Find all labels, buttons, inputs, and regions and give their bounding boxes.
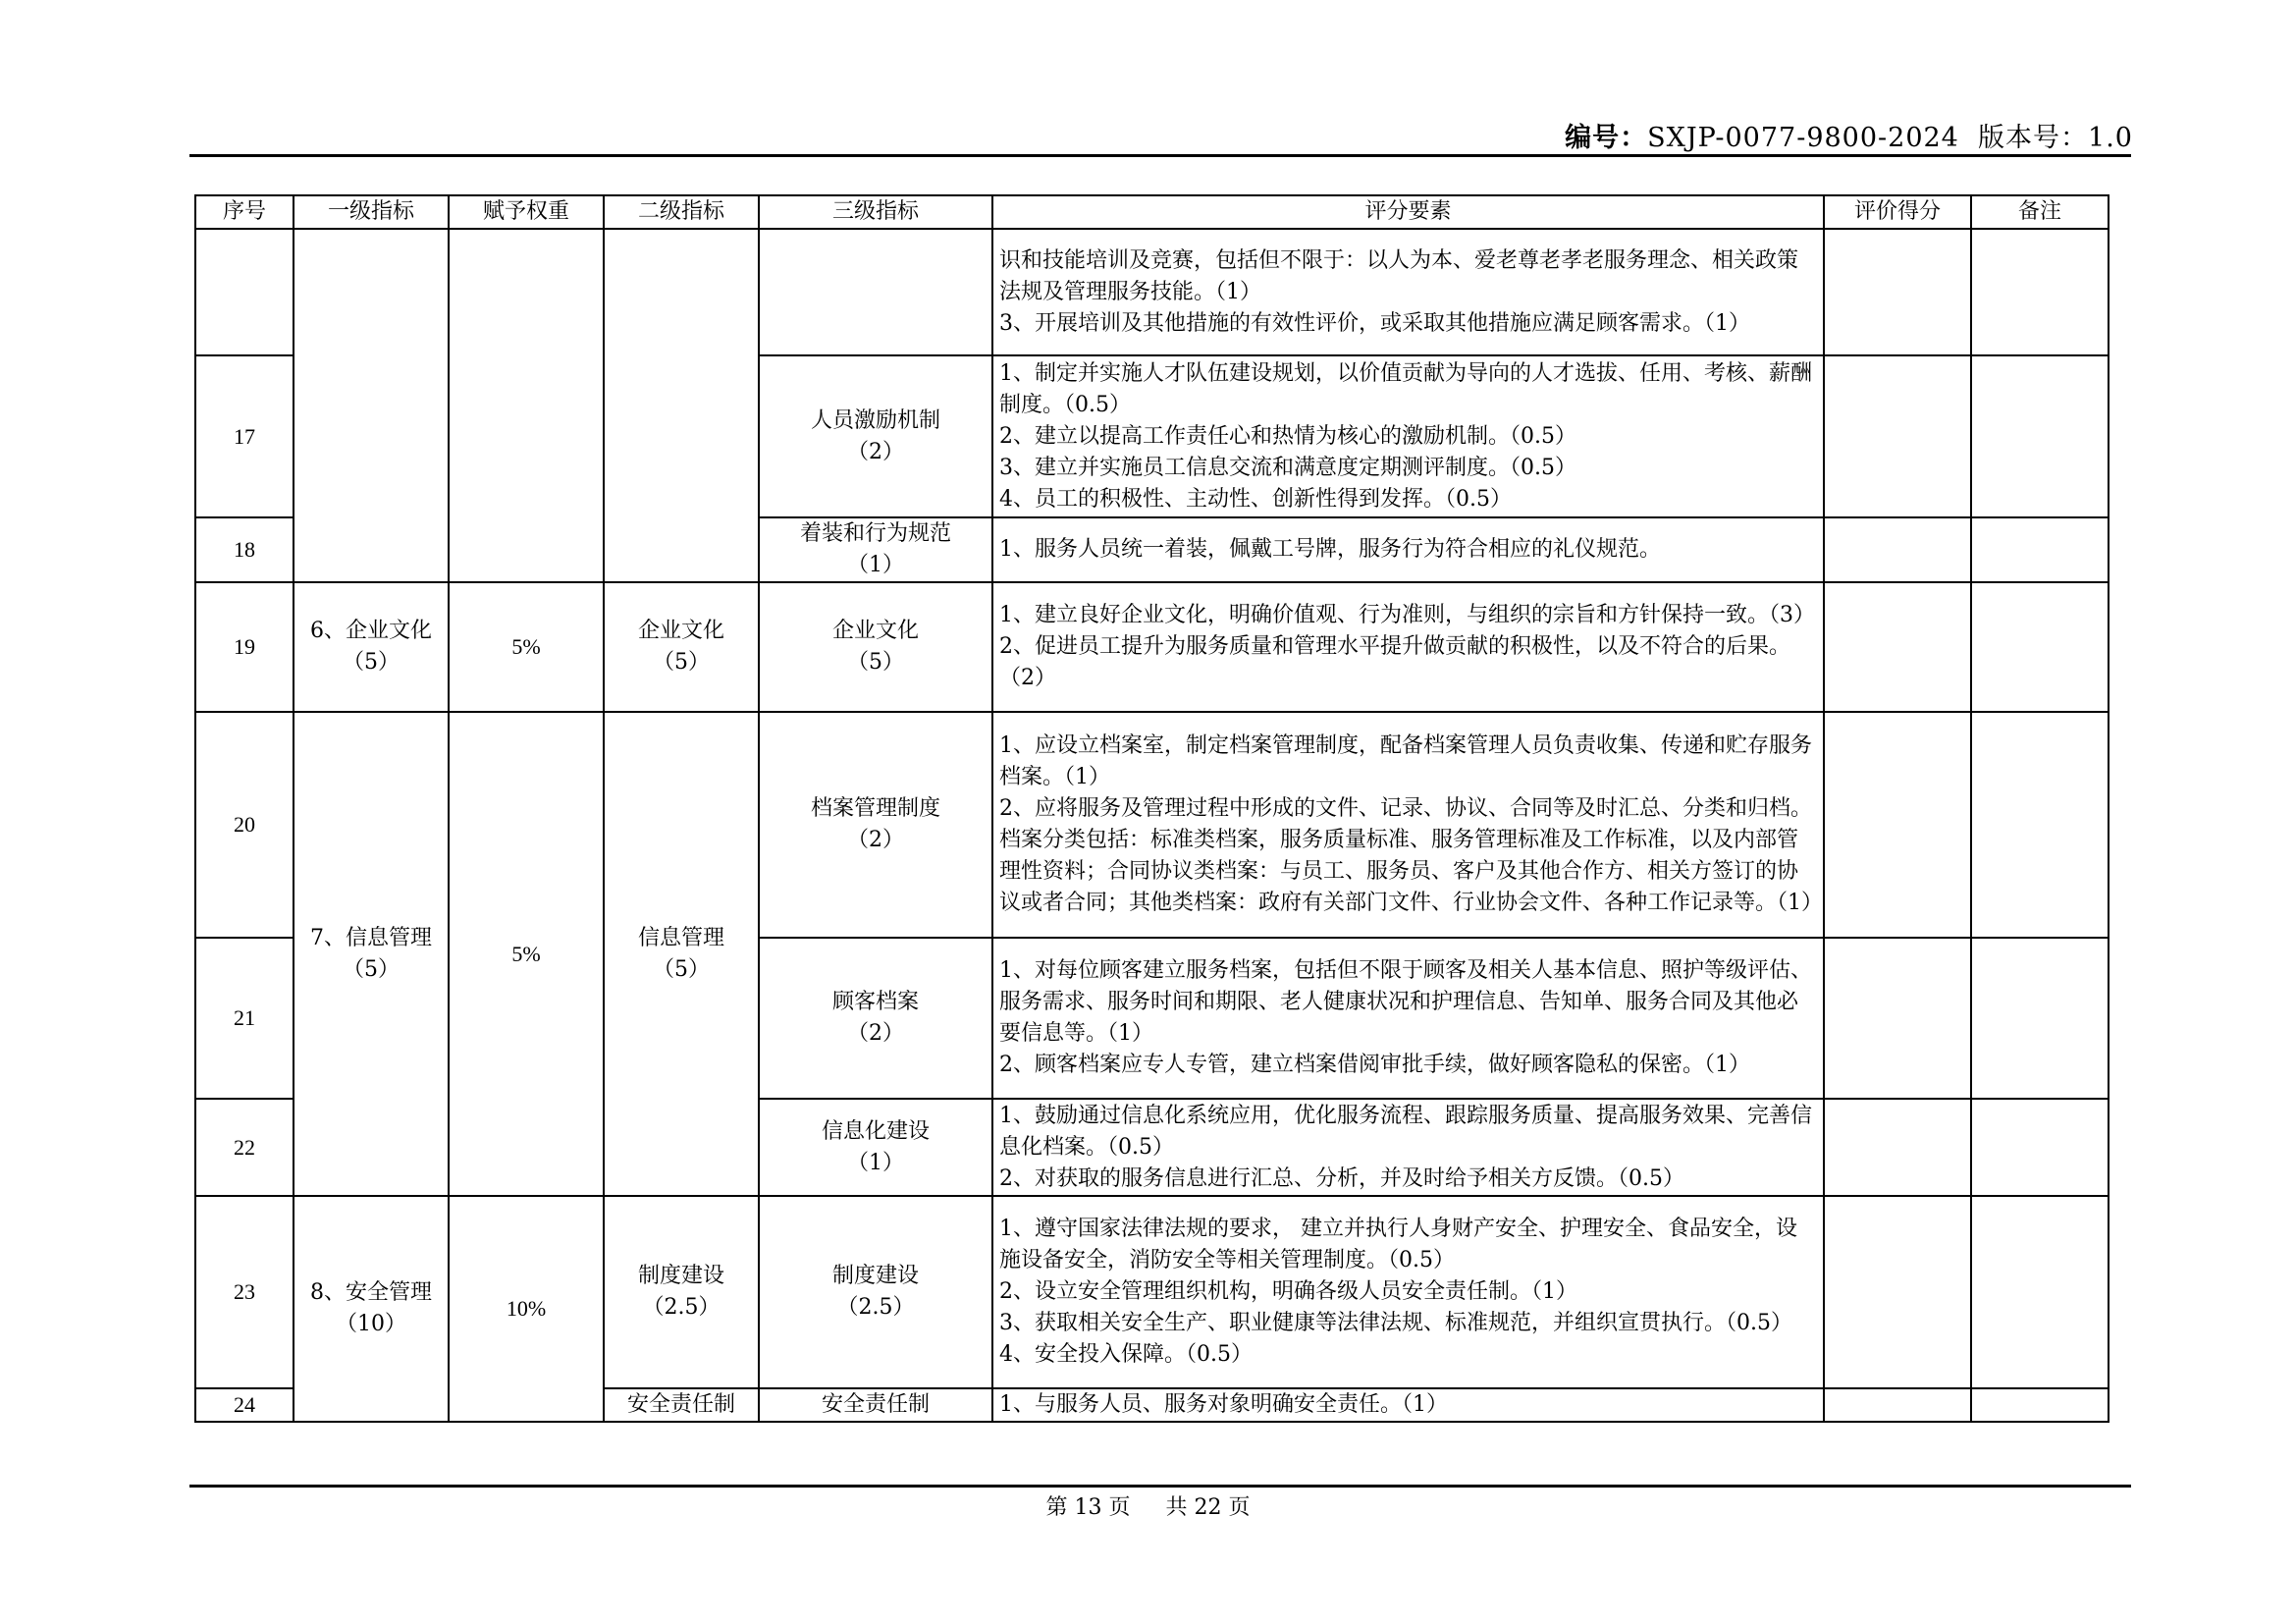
level2-name: 信息管理 — [637, 925, 724, 950]
criteria-item: 2、建立以提高工作责任心和热情为核心的激励机制。（0.5） — [999, 423, 1576, 449]
level3-name: 档案管理制度 — [810, 796, 940, 821]
level3-score: （5） — [847, 650, 904, 675]
version-label: 版本号： — [1978, 123, 2089, 153]
remark-cell — [1971, 1388, 2109, 1422]
criteria-cell — [992, 1388, 1824, 1422]
criteria-item: 4、安全投入保障。（0.5） — [999, 1342, 1253, 1367]
criteria-item: 1、建立良好企业文化，明确价值观、行为准则，与组织的宗旨和方针保持一致。（3） — [999, 603, 1815, 627]
criteria-cell — [992, 355, 1824, 517]
page-total: 共 22 页 — [1165, 1495, 1251, 1520]
level1-cell — [294, 1196, 449, 1422]
table-row — [195, 229, 2109, 355]
criteria-cell — [992, 1196, 1824, 1388]
page-footer — [0, 1490, 2296, 1521]
criteria-item: 2、促进员工提升为服务质量和管理水平提升做贡献的积极性，以及不符合的后果。（2） — [999, 634, 1790, 690]
weight-cell: 10% — [449, 1196, 604, 1422]
level3-name: 人员激励机制 — [810, 407, 940, 433]
criteria-item: 1、应设立档案室，制定档案管理制度，配备档案管理人员负责收集、传递和贮存服务档案。（1） — [999, 733, 1812, 789]
remark-cell — [1971, 712, 2109, 938]
level3-score: （2） — [847, 828, 904, 852]
level3-cell — [759, 712, 992, 938]
criteria-item: 1、制定并实施人才队伍建设规划，以价值贡献为导向的人才选拔、任用、考核、薪酬制度。（0.5） — [999, 360, 1812, 417]
weight-cell: 5% — [449, 712, 604, 1196]
level2-score: （5） — [653, 650, 710, 675]
column-header: 评分要素 — [992, 195, 1824, 229]
score-cell — [1824, 355, 1971, 517]
remark-cell — [1971, 1196, 2109, 1388]
level3-cell — [759, 229, 992, 355]
row-number: 21 — [195, 938, 294, 1099]
version-value: 1.0 — [2088, 123, 2133, 153]
column-header: 备注 — [1971, 195, 2109, 229]
remark-cell — [1971, 229, 2109, 355]
score-cell — [1824, 938, 1971, 1099]
criteria-item: 2、设立安全管理组织机构，明确各级人员安全责任制。（1） — [999, 1279, 1577, 1304]
remark-cell — [1971, 355, 2109, 517]
table-row — [195, 712, 2109, 938]
level1-cell — [294, 229, 449, 582]
remark-cell — [1971, 582, 2109, 712]
weight-cell: 5% — [449, 582, 604, 712]
evaluation-table — [194, 194, 2109, 1423]
level3-score: （1） — [847, 1150, 904, 1175]
criteria-item: 1、对每位顾客建立服务档案，包括但不限于顾客及相关人基本信息、照护等级评估、服务需求、服务时间和期限、老人健康状况和护理信息、告知单、服务合同及其他必要信息等。（1） — [999, 958, 1812, 1046]
level3-name: 着装和行为规范 — [799, 521, 951, 546]
score-cell — [1824, 1196, 1971, 1388]
level1-score: （5） — [343, 650, 400, 675]
level3-cell: 安全责任制 — [759, 1388, 992, 1422]
row-number: 24 — [195, 1388, 294, 1422]
table-header-row — [195, 195, 2109, 229]
criteria-item: 2、应将服务及管理过程中形成的文件、记录、协议、合同等及时汇总、分类和归档。档案分类包括：标准类档案，服务质量标准、服务管理标准及工作标准，以及内部管理性资料；合同协议类档案：与员工、服务员、客户及其他合作方、相关方签订的协议或者合同；其他类档案：政府有关部门文件、行业协会文件、各种工作记录等。（1） — [999, 796, 1823, 915]
level1-name: 7、信息管理 — [310, 925, 432, 950]
level1-score: （5） — [343, 956, 400, 982]
remark-cell — [1971, 1099, 2109, 1196]
level3-name: 制度建设 — [831, 1264, 919, 1288]
document-code — [1565, 116, 2133, 154]
remark-cell — [1971, 517, 2109, 582]
level2-score: （5） — [653, 956, 710, 982]
table-row — [195, 1196, 2109, 1388]
score-cell — [1824, 582, 1971, 712]
level3-score: （2.5） — [836, 1295, 915, 1320]
criteria-cell — [992, 582, 1824, 712]
criteria-item: 2、顾客档案应专人专管，建立档案借阅审批手续，做好顾客隐私的保密。（1） — [999, 1053, 1750, 1077]
row-number: 23 — [195, 1196, 294, 1388]
remark-cell — [1971, 938, 2109, 1099]
level1-score: （10） — [336, 1312, 406, 1336]
criteria-item: 2、对获取的服务信息进行汇总、分析，并及时给予相关方反馈。（0.5） — [999, 1165, 1684, 1191]
row-number: 22 — [195, 1099, 294, 1196]
level3-name: 企业文化 — [831, 619, 919, 643]
footer-rule — [189, 1485, 2131, 1488]
weight-cell — [449, 229, 604, 582]
level2-score: （2.5） — [642, 1295, 721, 1320]
score-cell — [1824, 712, 1971, 938]
table-row — [195, 582, 2109, 712]
criteria-cell — [992, 1099, 1824, 1196]
level3-cell — [759, 1196, 992, 1388]
criteria-cell — [992, 938, 1824, 1099]
criteria-item: 识和技能培训及竞赛，包括但不限于：以人为本、爱老尊老孝老服务理念、相关政策法规及管理服务技能。（1） — [999, 247, 1799, 304]
level2-cell: 安全责任制 — [604, 1388, 759, 1422]
code-value: SXJP-0077-9800-2024 — [1647, 123, 1959, 153]
level2-name: 制度建设 — [637, 1264, 724, 1288]
code-label: 编号： — [1565, 123, 1648, 153]
level3-name: 信息化建设 — [821, 1118, 930, 1144]
criteria-item: 1、鼓励通过信息化系统应用，优化服务流程、跟踪服务质量、提高服务效果、完善信息化档案。（0.5） — [999, 1103, 1812, 1160]
column-header: 赋予权重 — [449, 195, 604, 229]
level3-score: （2） — [847, 1021, 904, 1046]
column-header: 序号 — [195, 195, 294, 229]
score-cell — [1824, 229, 1971, 355]
criteria-cell — [992, 517, 1824, 582]
level1-cell — [294, 582, 449, 712]
level3-cell — [759, 355, 992, 517]
criteria-item: 1、与服务人员、服务对象明确安全责任。（1） — [999, 1392, 1448, 1417]
level3-score: （2） — [847, 439, 904, 464]
score-cell — [1824, 517, 1971, 582]
level2-cell — [604, 582, 759, 712]
row-number: 20 — [195, 712, 294, 938]
level3-name: 顾客档案 — [831, 990, 919, 1014]
page-number: 第 13 页 — [1045, 1495, 1131, 1520]
column-header: 评价得分 — [1824, 195, 1971, 229]
row-number: 19 — [195, 582, 294, 712]
criteria-item: 1、服务人员统一着装，佩戴工号牌，服务行为符合相应的礼仪规范。 — [999, 537, 1661, 562]
row-number — [195, 229, 294, 355]
score-cell — [1824, 1388, 1971, 1422]
level3-score: （1） — [847, 553, 904, 577]
level1-name: 8、安全管理 — [310, 1280, 432, 1305]
level2-cell — [604, 229, 759, 582]
criteria-cell — [992, 229, 1824, 355]
score-cell — [1824, 1099, 1971, 1196]
criteria-item: 3、获取相关安全生产、职业健康等法律法规、标准规范，并组织宣贯执行。（0.5） — [999, 1311, 1792, 1335]
level1-cell — [294, 712, 449, 1196]
column-header: 三级指标 — [759, 195, 992, 229]
criteria-cell — [992, 712, 1824, 938]
column-header: 二级指标 — [604, 195, 759, 229]
criteria-item: 1、遵守国家法律法规的要求， 建立并执行人身财产安全、护理安全、食品安全，设施设备安全，消防安全等相关管理制度。（0.5） — [999, 1217, 1797, 1272]
row-number: 18 — [195, 517, 294, 582]
level2-name: 企业文化 — [637, 619, 724, 643]
column-header: 一级指标 — [294, 195, 449, 229]
level3-cell — [759, 938, 992, 1099]
level3-cell — [759, 1099, 992, 1196]
level2-cell — [604, 712, 759, 1196]
level3-cell — [759, 517, 992, 582]
row-number: 17 — [195, 355, 294, 517]
criteria-item: 4、员工的积极性、主动性、创新性得到发挥。（0.5） — [999, 486, 1512, 512]
level3-cell — [759, 582, 992, 712]
criteria-item: 3、开展培训及其他措施的有效性评价，或采取其他措施应满足顾客需求。（1） — [999, 310, 1750, 336]
header-rule — [189, 154, 2131, 157]
level2-cell — [604, 1196, 759, 1388]
level1-name: 6、企业文化 — [310, 619, 432, 643]
criteria-item: 3、建立并实施员工信息交流和满意度定期测评制度。（0.5） — [999, 455, 1576, 480]
